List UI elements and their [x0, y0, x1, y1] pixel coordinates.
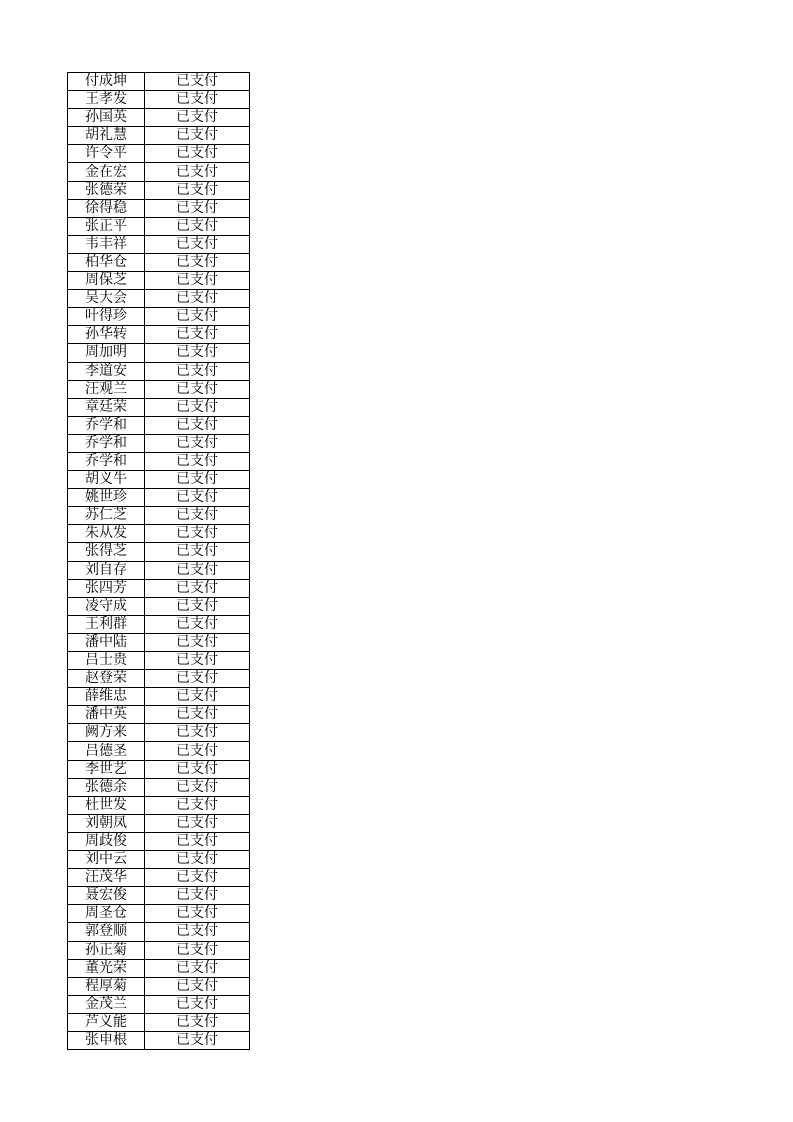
payment-status-cell: 已支付 [145, 91, 250, 109]
table-row [68, 688, 250, 706]
name-cell: 薛维忠 [68, 688, 145, 706]
payment-status-cell: 已支付 [145, 832, 250, 850]
name-cell: 郭登顺 [68, 923, 145, 941]
table-row [68, 887, 250, 905]
table-row [68, 633, 250, 651]
name-cell: 胡义牛 [68, 471, 145, 489]
name-cell: 金在宏 [68, 163, 145, 181]
name-cell: 吕德圣 [68, 742, 145, 760]
payment-status-cell: 已支付 [145, 308, 250, 326]
table-row [68, 91, 250, 109]
name-cell: 周加明 [68, 344, 145, 362]
table-row [68, 290, 250, 308]
name-cell: 张得芝 [68, 543, 145, 561]
table-row [68, 109, 250, 127]
name-cell: 叶得珍 [68, 308, 145, 326]
table-row [68, 525, 250, 543]
name-cell: 董光荣 [68, 959, 145, 977]
payment-status-cell: 已支付 [145, 398, 250, 416]
payment-status-cell: 已支付 [145, 253, 250, 271]
payment-status-cell: 已支付 [145, 796, 250, 814]
table-row [68, 416, 250, 434]
payment-status-cell: 已支付 [145, 760, 250, 778]
name-cell: 聂宏俊 [68, 887, 145, 905]
payment-status-cell: 已支付 [145, 615, 250, 633]
table-row [68, 995, 250, 1013]
payment-status-cell: 已支付 [145, 814, 250, 832]
table-row [68, 778, 250, 796]
payment-status-cell: 已支付 [145, 851, 250, 869]
table-row [68, 344, 250, 362]
name-cell: 周圣仓 [68, 905, 145, 923]
table-row [68, 796, 250, 814]
payment-status-cell: 已支付 [145, 652, 250, 670]
table-row [68, 217, 250, 235]
table-row [68, 452, 250, 470]
payment-status-cell: 已支付 [145, 489, 250, 507]
table-row [68, 362, 250, 380]
payment-status-cell: 已支付 [145, 959, 250, 977]
table-row [68, 543, 250, 561]
name-cell: 苏仁芝 [68, 507, 145, 525]
table-row [68, 977, 250, 995]
payment-status-cell: 已支付 [145, 326, 250, 344]
payment-status-cell: 已支付 [145, 597, 250, 615]
name-cell: 朱从发 [68, 525, 145, 543]
payment-status-cell: 已支付 [145, 73, 250, 91]
payment-status-cell: 已支付 [145, 1031, 250, 1049]
payment-status-cell: 已支付 [145, 633, 250, 651]
name-cell: 芦义能 [68, 1013, 145, 1031]
table-row [68, 814, 250, 832]
table-row [68, 615, 250, 633]
name-cell: 赵登荣 [68, 670, 145, 688]
payment-status-cell: 已支付 [145, 670, 250, 688]
name-cell: 胡礼慧 [68, 127, 145, 145]
table-row [68, 163, 250, 181]
table-row [68, 561, 250, 579]
name-cell: 王孝发 [68, 91, 145, 109]
name-cell: 金茂兰 [68, 995, 145, 1013]
table-row [68, 308, 250, 326]
table-row [68, 597, 250, 615]
payment-status-cell: 已支付 [145, 869, 250, 887]
table-row [68, 851, 250, 869]
table-row [68, 127, 250, 145]
payment-status-cell: 已支付 [145, 127, 250, 145]
name-cell: 张申根 [68, 1031, 145, 1049]
name-cell: 王利群 [68, 615, 145, 633]
name-cell: 李道安 [68, 362, 145, 380]
payment-status-cell: 已支付 [145, 742, 250, 760]
payment-status-table [67, 72, 250, 1050]
name-cell: 乔学和 [68, 434, 145, 452]
table-row [68, 145, 250, 163]
payment-status-cell: 已支付 [145, 344, 250, 362]
table-row [68, 235, 250, 253]
name-cell: 吕士贵 [68, 652, 145, 670]
name-cell: 付成坤 [68, 73, 145, 91]
name-cell: 吴大会 [68, 290, 145, 308]
payment-status-cell: 已支付 [145, 561, 250, 579]
table-row [68, 832, 250, 850]
table-row [68, 1013, 250, 1031]
table-row [68, 398, 250, 416]
payment-status-cell: 已支付 [145, 706, 250, 724]
payment-status-cell: 已支付 [145, 1013, 250, 1031]
name-cell: 柏华仓 [68, 253, 145, 271]
name-cell: 徐得稳 [68, 199, 145, 217]
name-cell: 张正平 [68, 217, 145, 235]
payment-status-cell: 已支付 [145, 362, 250, 380]
table-row [68, 905, 250, 923]
table-row [68, 199, 250, 217]
table-row [68, 272, 250, 290]
payment-status-cell: 已支付 [145, 543, 250, 561]
name-cell: 凌守成 [68, 597, 145, 615]
name-cell: 阙方来 [68, 724, 145, 742]
name-cell: 程厚菊 [68, 977, 145, 995]
name-cell: 刘自存 [68, 561, 145, 579]
payment-status-cell: 已支付 [145, 579, 250, 597]
payment-status-cell: 已支付 [145, 199, 250, 217]
table-row [68, 652, 250, 670]
name-cell: 刘朝凤 [68, 814, 145, 832]
name-cell: 章廷荣 [68, 398, 145, 416]
name-cell: 张德荣 [68, 181, 145, 199]
payment-status-cell: 已支付 [145, 941, 250, 959]
payment-status-cell: 已支付 [145, 145, 250, 163]
payment-status-cell: 已支付 [145, 778, 250, 796]
table-body [68, 73, 250, 1050]
name-cell: 韦丰祥 [68, 235, 145, 253]
name-cell: 潘中英 [68, 706, 145, 724]
table-row [68, 760, 250, 778]
payment-status-cell: 已支付 [145, 887, 250, 905]
table-row [68, 869, 250, 887]
payment-status-cell: 已支付 [145, 109, 250, 127]
table-row [68, 326, 250, 344]
name-cell: 周保芝 [68, 272, 145, 290]
name-cell: 乔学和 [68, 452, 145, 470]
table-row [68, 724, 250, 742]
name-cell: 孙正菊 [68, 941, 145, 959]
payment-status-cell: 已支付 [145, 181, 250, 199]
payment-status-cell: 已支付 [145, 995, 250, 1013]
table-row [68, 706, 250, 724]
payment-status-cell: 已支付 [145, 217, 250, 235]
payment-status-cell: 已支付 [145, 507, 250, 525]
payment-status-cell: 已支付 [145, 416, 250, 434]
table-row [68, 73, 250, 91]
name-cell: 汪茂华 [68, 869, 145, 887]
name-cell: 刘中云 [68, 851, 145, 869]
name-cell: 乔学和 [68, 416, 145, 434]
payment-status-cell: 已支付 [145, 525, 250, 543]
payment-status-cell: 已支付 [145, 724, 250, 742]
name-cell: 汪观兰 [68, 380, 145, 398]
table-row [68, 434, 250, 452]
table-row [68, 941, 250, 959]
payment-status-cell: 已支付 [145, 235, 250, 253]
name-cell: 周歧俊 [68, 832, 145, 850]
name-cell: 潘中陆 [68, 633, 145, 651]
table-row [68, 923, 250, 941]
payment-status-cell: 已支付 [145, 452, 250, 470]
name-cell: 杜世发 [68, 796, 145, 814]
payment-status-cell: 已支付 [145, 163, 250, 181]
name-cell: 姚世珍 [68, 489, 145, 507]
table-row [68, 579, 250, 597]
table-row [68, 1031, 250, 1049]
name-cell: 李世艺 [68, 760, 145, 778]
payment-status-cell: 已支付 [145, 905, 250, 923]
table-row [68, 380, 250, 398]
payment-status-cell: 已支付 [145, 471, 250, 489]
table-row [68, 489, 250, 507]
payment-status-cell: 已支付 [145, 977, 250, 995]
payment-status-cell: 已支付 [145, 434, 250, 452]
table-row [68, 670, 250, 688]
payment-status-cell: 已支付 [145, 923, 250, 941]
name-cell: 张德余 [68, 778, 145, 796]
table-row [68, 507, 250, 525]
payment-status-cell: 已支付 [145, 290, 250, 308]
table-row [68, 253, 250, 271]
table-row [68, 181, 250, 199]
payment-status-cell: 已支付 [145, 380, 250, 398]
table-row [68, 742, 250, 760]
table-row [68, 471, 250, 489]
name-cell: 张四芳 [68, 579, 145, 597]
payment-status-cell: 已支付 [145, 272, 250, 290]
name-cell: 孙国英 [68, 109, 145, 127]
name-cell: 孙华转 [68, 326, 145, 344]
payment-status-cell: 已支付 [145, 688, 250, 706]
table-row [68, 959, 250, 977]
name-cell: 许令平 [68, 145, 145, 163]
